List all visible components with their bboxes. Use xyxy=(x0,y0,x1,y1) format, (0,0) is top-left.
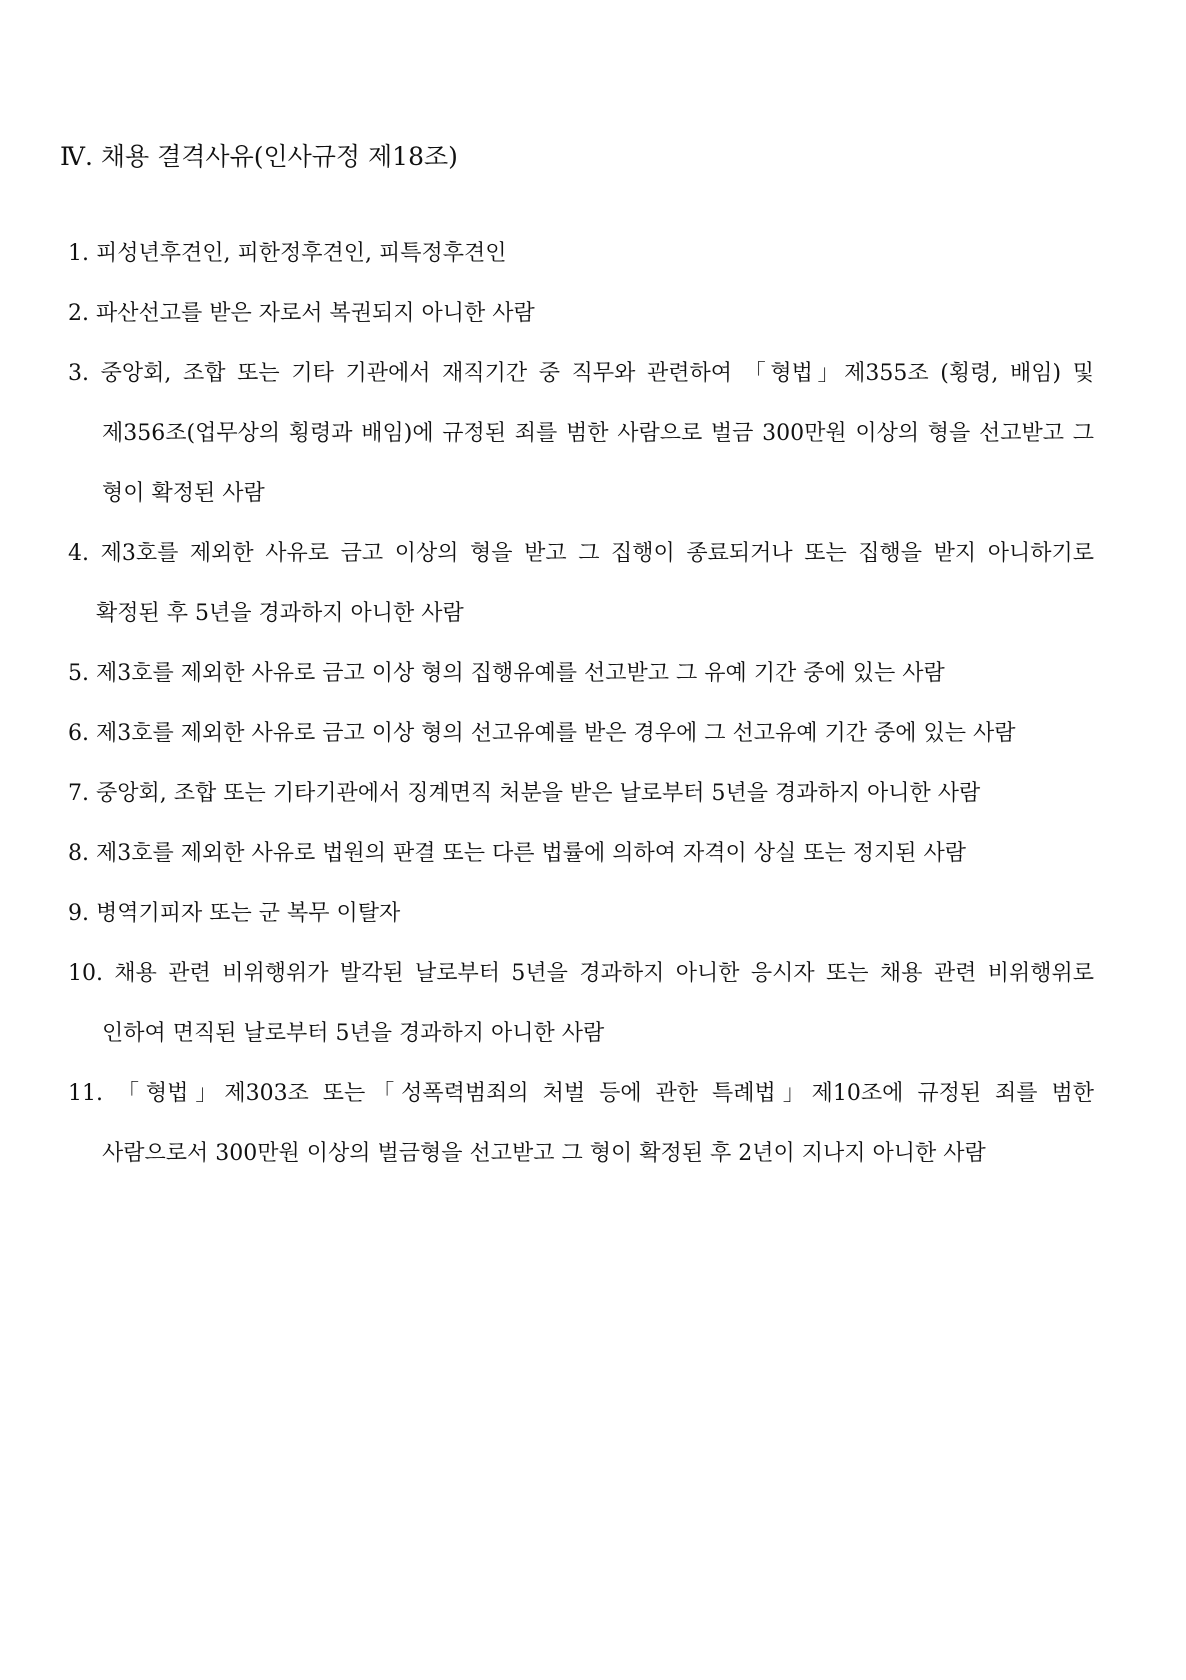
item-text: 제3호를 제외한 사유로 금고 이상 형의 선고유예를 받은 경우에 그 선고유예 기간 중에 있는 사람 xyxy=(96,721,1016,746)
item-text: 중앙회, 조합 또는 기타 기관에서 재직기간 중 직무와 관련하여 「형법」제355조 (횡령, 배임) 및 제356조(업무상의 횡령과 배임)에 규정된 죄를 범한 사람으로 벌금 300만원 이상의 형을 선고받고 그 형이 확정된 사람 xyxy=(100,361,1094,506)
list-item xyxy=(68,224,1094,284)
list-item xyxy=(68,524,1094,644)
list-item xyxy=(68,944,1094,1064)
item-text: 병역기피자 또는 군 복무 이탈자 xyxy=(96,901,401,926)
item-text: 「형법」제303조 또는「성폭력범죄의 처벌 등에 관한 특례법」제10조에 규정된 죄를 범한 사람으로서 300만원 이상의 벌금형을 선고받고 그 형이 확정된 후 2년이 지나지 아니한 사람 xyxy=(102,1081,1094,1166)
item-number: 4. xyxy=(68,541,89,566)
item-number: 6. xyxy=(68,721,89,746)
item-number: 11. xyxy=(68,1081,103,1106)
list-item xyxy=(68,1064,1094,1184)
item-number: 5. xyxy=(68,661,89,686)
item-text: 중앙회, 조합 또는 기타기관에서 징계면직 처분을 받은 날로부터 5년을 경과하지 아니한 사람 xyxy=(96,781,981,806)
item-number: 9. xyxy=(68,901,89,926)
item-text: 제3호를 제외한 사유로 금고 이상 형의 집행유예를 선고받고 그 유예 기간 중에 있는 사람 xyxy=(96,661,945,686)
item-text: 파산선고를 받은 자로서 복권되지 아니한 사람 xyxy=(96,301,535,326)
item-number: 2. xyxy=(68,301,89,326)
list-item xyxy=(68,344,1094,524)
item-number: 7. xyxy=(68,781,89,806)
section-heading: Ⅳ. 채용 결격사유(인사규정 제18조) xyxy=(60,142,458,171)
list-item xyxy=(68,644,1094,704)
list-item xyxy=(68,704,1094,764)
item-number: 3. xyxy=(68,361,89,386)
item-number: 8. xyxy=(68,841,89,866)
item-text: 제3호를 제외한 사유로 금고 이상의 형을 받고 그 집행이 종료되거나 또는 집행을 받지 아니하기로 확정된 후 5년을 경과하지 아니한 사람 xyxy=(96,541,1094,626)
item-number: 1. xyxy=(68,241,89,266)
item-text: 피성년후견인, 피한정후견인, 피특정후견인 xyxy=(96,241,507,266)
list-item xyxy=(68,884,1094,944)
disqualification-list xyxy=(68,224,1094,1184)
list-item xyxy=(68,284,1094,344)
item-number: 10. xyxy=(68,961,103,986)
list-item xyxy=(68,764,1094,824)
item-text: 제3호를 제외한 사유로 법원의 판결 또는 다른 법률에 의하여 자격이 상실 또는 정지된 사람 xyxy=(96,841,966,866)
list-item xyxy=(68,824,1094,884)
item-text: 채용 관련 비위행위가 발각된 날로부터 5년을 경과하지 아니한 응시자 또는 채용 관련 비위행위로 인하여 면직된 날로부터 5년을 경과하지 아니한 사람 xyxy=(102,961,1094,1046)
